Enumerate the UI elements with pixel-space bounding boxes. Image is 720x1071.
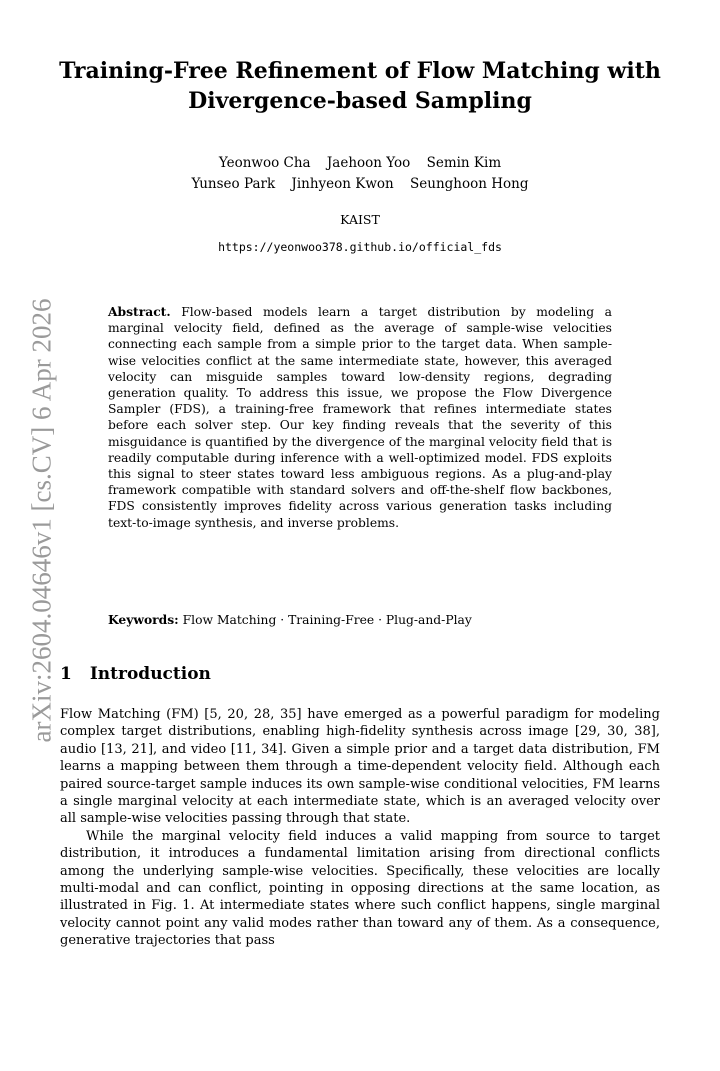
keywords-block <box>108 612 612 627</box>
abstract-block <box>108 304 612 531</box>
author-name: Jaehoon Yoo <box>326 155 411 171</box>
body-paragraph: While the marginal velocity field induces a valid mapping from source to target distribution, it introduces a fundamental limitation arising from directional conflicts among the underlying sample-wise velocities. Specifically, these velocities are locally multi-modal and can conflict, pointing in opposing directions at the same location, as illustrated in Fig. 1. At intermediate states where such conflict happens, single marginal velocity cannot point any valid modes rather than toward any of them. As a consequence, generative trajectories that pass <box>60 828 660 949</box>
body-paragraph: Flow Matching (FM) [5, 20, 28, 35] have emerged as a powerful paradigm for modeling complex target distributions, enabling high-fidelity synthesis across image [29, 30, 38], audio [13, 21], and video [11, 34]. Given a simple prior and a target data distribution, FM learns a mapping between them through a time-dependent velocity field. Although each paired source-target sample induces its own sample-wise conditional velocities, FM learns a single marginal velocity at each intermediate state, which is an averaged velocity over all sample-wise velocities passing through that state. <box>60 707 660 827</box>
author-name: Jinhyeon Kwon <box>291 176 394 192</box>
keywords-text: Flow Matching · Training-Free · Plug-and-Play <box>182 613 472 627</box>
author-name: Semin Kim <box>426 155 502 171</box>
title-line-1: Training-Free Refinement of Flow Matching with <box>59 58 661 84</box>
title-line-2: Divergence-based Sampling <box>188 88 532 114</box>
section-title: Introduction <box>89 664 211 684</box>
author-name: Seunghoon Hong <box>410 176 529 192</box>
affiliation: KAIST <box>340 212 380 227</box>
arxiv-identifier: arXiv:2604.04646v1 [cs.CV] 6 Apr 2026 <box>26 298 57 742</box>
abstract-text: Flow-based models learn a target distribution by modeling a marginal velocity field, defined as the average of sample-wise velocities connecting each sample from a simple prior to the target data. When sample-wise velocities conflict at the same intermediate state, however, this averaged velocity can misguide samples toward low-density regions, degrading generation quality. To address this issue, we propose the Flow Divergence Sampler (FDS), a training-free framework that refines intermediate states before each solver step. Our key finding reveals that the severity of this misguidance is quantified by the divergence of the marginal velocity field that is readily computable during inference with a well-optimized model. FDS exploits this signal to steer states toward less ambiguous regions. As a plug-and-play framework compatible with standard solvers and off-the-shelf flow backbones, FDS consistently improves fidelity across various generation tasks including text-to-image synthesis, and inverse problems. <box>108 305 612 530</box>
abstract-label: Abstract. <box>108 304 171 319</box>
section-number: 1 <box>60 664 72 684</box>
keywords-label: Keywords: <box>108 612 179 627</box>
introduction-body <box>60 706 660 950</box>
project-url[interactable]: https://yeonwoo378.github.io/official_fds <box>218 240 502 254</box>
author-row-2 <box>40 174 680 195</box>
author-row-1 <box>40 153 680 174</box>
author-name: Yeonwoo Cha <box>218 155 311 171</box>
section-heading-introduction <box>60 664 211 684</box>
paper-title <box>40 56 680 116</box>
arxiv-sidebar <box>22 240 62 800</box>
author-list <box>40 153 680 195</box>
author-name: Yunseo Park <box>191 176 276 192</box>
